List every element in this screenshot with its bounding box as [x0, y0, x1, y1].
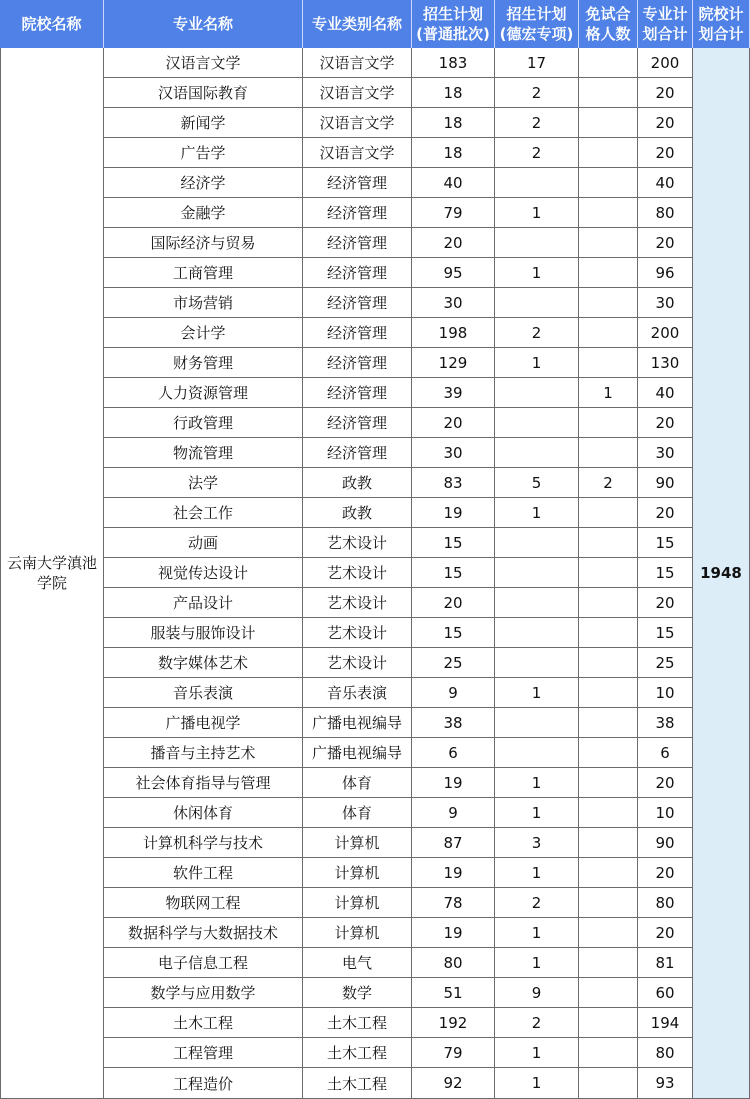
major-cell: 国际经济与贸易	[104, 228, 303, 258]
exempt-cell	[579, 918, 638, 948]
category-cell: 经济管理	[303, 258, 412, 288]
dehong-plan-cell: 1	[495, 348, 579, 378]
major-total-cell: 40	[638, 378, 693, 408]
dehong-plan-cell: 1	[495, 198, 579, 228]
major-total-cell: 80	[638, 198, 693, 228]
dehong-plan-cell	[495, 228, 579, 258]
category-cell: 汉语言文学	[303, 48, 412, 78]
major-cell: 计算机科学与技术	[104, 828, 303, 858]
dehong-plan-cell: 2	[495, 1008, 579, 1038]
major-total-cell: 38	[638, 708, 693, 738]
dehong-plan-cell: 1	[495, 918, 579, 948]
dehong-plan-cell: 1	[495, 948, 579, 978]
category-cell: 计算机	[303, 858, 412, 888]
category-cell: 艺术设计	[303, 588, 412, 618]
category-cell: 艺术设计	[303, 618, 412, 648]
dehong-plan-cell	[495, 168, 579, 198]
general-plan-cell: 19	[412, 498, 495, 528]
header-major-total	[638, 0, 693, 48]
general-plan-cell: 92	[412, 1068, 495, 1099]
header-dehong-plan-line1: 招生计划	[506, 5, 567, 23]
exempt-cell	[579, 798, 638, 828]
major-cell: 会计学	[104, 318, 303, 348]
major-total-cell: 130	[638, 348, 693, 378]
general-plan-cell: 40	[412, 168, 495, 198]
category-cell: 广播电视编导	[303, 738, 412, 768]
general-plan-cell: 198	[412, 318, 495, 348]
category-cell: 经济管理	[303, 378, 412, 408]
general-plan-cell: 18	[412, 78, 495, 108]
dehong-plan-cell: 1	[495, 858, 579, 888]
dehong-plan-cell	[495, 288, 579, 318]
category-cell: 经济管理	[303, 348, 412, 378]
dehong-plan-cell: 2	[495, 138, 579, 168]
category-cell: 音乐表演	[303, 678, 412, 708]
category-cell: 经济管理	[303, 288, 412, 318]
exempt-cell	[579, 528, 638, 558]
exempt-cell	[579, 108, 638, 138]
header-general-plan-line1: 招生计划	[422, 5, 483, 23]
dehong-plan-cell	[495, 618, 579, 648]
major-total-cell: 15	[638, 558, 693, 588]
major-cell: 人力资源管理	[104, 378, 303, 408]
category-cell: 广播电视编导	[303, 708, 412, 738]
exempt-cell	[579, 78, 638, 108]
category-cell: 土木工程	[303, 1008, 412, 1038]
category-cell: 政教	[303, 498, 412, 528]
exempt-cell: 2	[579, 468, 638, 498]
major-total-cell: 200	[638, 318, 693, 348]
dehong-plan-cell	[495, 558, 579, 588]
major-cell: 汉语国际教育	[104, 78, 303, 108]
major-cell: 社会体育指导与管理	[104, 768, 303, 798]
major-cell: 广告学	[104, 138, 303, 168]
exempt-cell	[579, 558, 638, 588]
dehong-plan-cell: 1	[495, 768, 579, 798]
dehong-plan-cell	[495, 528, 579, 558]
major-total-cell: 20	[638, 498, 693, 528]
major-total-cell: 25	[638, 648, 693, 678]
general-plan-cell: 9	[412, 798, 495, 828]
exempt-cell	[579, 978, 638, 1008]
major-total-cell: 81	[638, 948, 693, 978]
major-total-cell: 30	[638, 288, 693, 318]
category-cell: 计算机	[303, 888, 412, 918]
general-plan-cell: 183	[412, 48, 495, 78]
major-cell: 汉语言文学	[104, 48, 303, 78]
major-cell: 财务管理	[104, 348, 303, 378]
dehong-plan-cell	[495, 408, 579, 438]
dehong-plan-cell: 2	[495, 888, 579, 918]
dehong-plan-cell: 2	[495, 78, 579, 108]
major-cell: 经济学	[104, 168, 303, 198]
exempt-cell	[579, 768, 638, 798]
major-total-cell: 30	[638, 438, 693, 468]
category-cell: 艺术设计	[303, 648, 412, 678]
general-plan-cell: 19	[412, 858, 495, 888]
exempt-cell	[579, 438, 638, 468]
dehong-plan-cell	[495, 708, 579, 738]
category-cell: 数学	[303, 978, 412, 1008]
exempt-cell	[579, 888, 638, 918]
category-cell: 体育	[303, 798, 412, 828]
major-cell: 播音与主持艺术	[104, 738, 303, 768]
major-total-cell: 194	[638, 1008, 693, 1038]
major-cell: 行政管理	[104, 408, 303, 438]
category-cell: 汉语言文学	[303, 108, 412, 138]
dehong-plan-cell	[495, 648, 579, 678]
dehong-plan-cell	[495, 588, 579, 618]
major-cell: 服装与服饰设计	[104, 618, 303, 648]
general-plan-cell: 25	[412, 648, 495, 678]
major-cell: 社会工作	[104, 498, 303, 528]
general-plan-cell: 6	[412, 738, 495, 768]
school-total-cell	[693, 48, 750, 1099]
major-total-cell: 20	[638, 228, 693, 258]
category-cell: 汉语言文学	[303, 138, 412, 168]
major-total-cell: 90	[638, 828, 693, 858]
major-total-cell: 10	[638, 678, 693, 708]
header-school-total	[693, 0, 750, 48]
major-total-cell: 15	[638, 528, 693, 558]
dehong-plan-cell: 3	[495, 828, 579, 858]
general-plan-cell: 129	[412, 348, 495, 378]
exempt-cell	[579, 1038, 638, 1068]
major-total-cell: 10	[638, 798, 693, 828]
dehong-plan-cell: 5	[495, 468, 579, 498]
major-total-cell: 96	[638, 258, 693, 288]
category-cell: 经济管理	[303, 438, 412, 468]
major-total-cell: 40	[638, 168, 693, 198]
dehong-plan-cell: 1	[495, 498, 579, 528]
exempt-cell	[579, 258, 638, 288]
school-name: 云南大学滇池学院	[6, 554, 97, 592]
major-cell: 工程管理	[104, 1038, 303, 1068]
exempt-cell: 1	[579, 378, 638, 408]
header-major	[104, 0, 303, 48]
major-cell: 休闲体育	[104, 798, 303, 828]
major-total-cell: 20	[638, 78, 693, 108]
major-cell: 软件工程	[104, 858, 303, 888]
major-cell: 新闻学	[104, 108, 303, 138]
dehong-plan-cell: 1	[495, 678, 579, 708]
major-total-cell: 93	[638, 1068, 693, 1099]
major-cell: 物流管理	[104, 438, 303, 468]
exempt-cell	[579, 1068, 638, 1099]
major-total-cell: 20	[638, 768, 693, 798]
header-exempt-line2: 格人数	[585, 25, 631, 43]
category-cell: 艺术设计	[303, 558, 412, 588]
header-school	[0, 0, 104, 48]
exempt-cell	[579, 198, 638, 228]
exempt-cell	[579, 648, 638, 678]
exempt-cell	[579, 288, 638, 318]
general-plan-cell: 15	[412, 558, 495, 588]
exempt-cell	[579, 1008, 638, 1038]
category-cell: 经济管理	[303, 198, 412, 228]
major-cell: 市场营销	[104, 288, 303, 318]
general-plan-cell: 9	[412, 678, 495, 708]
major-cell: 音乐表演	[104, 678, 303, 708]
category-cell: 土木工程	[303, 1068, 412, 1099]
major-cell: 视觉传达设计	[104, 558, 303, 588]
category-cell: 土木工程	[303, 1038, 412, 1068]
general-plan-cell: 95	[412, 258, 495, 288]
major-total-cell: 80	[638, 888, 693, 918]
major-cell: 土木工程	[104, 1008, 303, 1038]
major-total-cell: 60	[638, 978, 693, 1008]
header-category-line1: 专业类别名称	[311, 15, 402, 33]
dehong-plan-cell: 2	[495, 108, 579, 138]
exempt-cell	[579, 138, 638, 168]
dehong-plan-cell	[495, 438, 579, 468]
major-cell: 物联网工程	[104, 888, 303, 918]
dehong-plan-cell: 9	[495, 978, 579, 1008]
header-category	[303, 0, 412, 48]
exempt-cell	[579, 348, 638, 378]
exempt-cell	[579, 168, 638, 198]
major-total-cell: 20	[638, 588, 693, 618]
major-total-cell: 15	[638, 618, 693, 648]
major-cell: 工程造价	[104, 1068, 303, 1099]
dehong-plan-cell: 1	[495, 1068, 579, 1099]
exempt-cell	[579, 588, 638, 618]
general-plan-cell: 18	[412, 108, 495, 138]
category-cell: 政教	[303, 468, 412, 498]
exempt-cell	[579, 858, 638, 888]
school-total-value: 1948	[700, 564, 742, 582]
header-school-line1: 院校名称	[21, 15, 82, 33]
header-dehong-plan-line2: (德宏专项)	[499, 25, 574, 43]
general-plan-cell: 39	[412, 378, 495, 408]
exempt-cell	[579, 618, 638, 648]
general-plan-cell: 18	[412, 138, 495, 168]
dehong-plan-cell: 1	[495, 258, 579, 288]
general-plan-cell: 78	[412, 888, 495, 918]
category-cell: 电气	[303, 948, 412, 978]
category-cell: 计算机	[303, 918, 412, 948]
exempt-cell	[579, 48, 638, 78]
general-plan-cell: 30	[412, 288, 495, 318]
header-major-line1: 专业名称	[172, 15, 233, 33]
category-cell: 汉语言文学	[303, 78, 412, 108]
general-plan-cell: 38	[412, 708, 495, 738]
exempt-cell	[579, 708, 638, 738]
exempt-cell	[579, 408, 638, 438]
school-name-cell	[0, 48, 104, 1099]
dehong-plan-cell: 2	[495, 318, 579, 348]
major-total-cell: 20	[638, 408, 693, 438]
general-plan-cell: 51	[412, 978, 495, 1008]
dehong-plan-cell	[495, 378, 579, 408]
category-cell: 艺术设计	[303, 528, 412, 558]
major-cell: 工商管理	[104, 258, 303, 288]
category-cell: 体育	[303, 768, 412, 798]
exempt-cell	[579, 738, 638, 768]
header-general-plan-line2: (普通批次)	[416, 25, 490, 43]
header-school-total-line1: 院校计	[698, 5, 744, 23]
major-total-cell: 80	[638, 1038, 693, 1068]
general-plan-cell: 79	[412, 1038, 495, 1068]
category-cell: 经济管理	[303, 168, 412, 198]
exempt-cell	[579, 678, 638, 708]
exempt-cell	[579, 828, 638, 858]
major-total-cell: 6	[638, 738, 693, 768]
category-cell: 经济管理	[303, 228, 412, 258]
header-exempt-line1: 免试合	[585, 5, 631, 23]
dehong-plan-cell: 1	[495, 798, 579, 828]
major-cell: 产品设计	[104, 588, 303, 618]
dehong-plan-cell	[495, 738, 579, 768]
major-cell: 广播电视学	[104, 708, 303, 738]
general-plan-cell: 83	[412, 468, 495, 498]
exempt-cell	[579, 498, 638, 528]
major-cell: 法学	[104, 468, 303, 498]
general-plan-cell: 30	[412, 438, 495, 468]
major-total-cell: 20	[638, 108, 693, 138]
general-plan-cell: 80	[412, 948, 495, 978]
general-plan-cell: 87	[412, 828, 495, 858]
general-plan-cell: 20	[412, 408, 495, 438]
header-exempt	[579, 0, 638, 48]
major-total-cell: 20	[638, 138, 693, 168]
major-cell: 金融学	[104, 198, 303, 228]
general-plan-cell: 15	[412, 528, 495, 558]
general-plan-cell: 19	[412, 918, 495, 948]
exempt-cell	[579, 228, 638, 258]
header-general-plan	[412, 0, 495, 48]
major-total-cell: 90	[638, 468, 693, 498]
major-cell: 电子信息工程	[104, 948, 303, 978]
header-school-total-line2: 划合计	[698, 25, 744, 43]
major-cell: 数学与应用数学	[104, 978, 303, 1008]
major-total-cell: 200	[638, 48, 693, 78]
general-plan-cell: 79	[412, 198, 495, 228]
dehong-plan-cell: 1	[495, 1038, 579, 1068]
major-total-cell: 20	[638, 918, 693, 948]
major-cell: 动画	[104, 528, 303, 558]
category-cell: 经济管理	[303, 408, 412, 438]
exempt-cell	[579, 318, 638, 348]
general-plan-cell: 19	[412, 768, 495, 798]
major-cell: 数据科学与大数据技术	[104, 918, 303, 948]
exempt-cell	[579, 948, 638, 978]
header-major-total-line2: 划合计	[642, 25, 688, 43]
header-dehong-plan	[495, 0, 579, 48]
general-plan-cell: 15	[412, 618, 495, 648]
general-plan-cell: 20	[412, 588, 495, 618]
category-cell: 经济管理	[303, 318, 412, 348]
general-plan-cell: 20	[412, 228, 495, 258]
header-major-total-line1: 专业计	[642, 5, 688, 23]
dehong-plan-cell: 17	[495, 48, 579, 78]
general-plan-cell: 192	[412, 1008, 495, 1038]
major-cell: 数字媒体艺术	[104, 648, 303, 678]
major-total-cell: 20	[638, 858, 693, 888]
category-cell: 计算机	[303, 828, 412, 858]
